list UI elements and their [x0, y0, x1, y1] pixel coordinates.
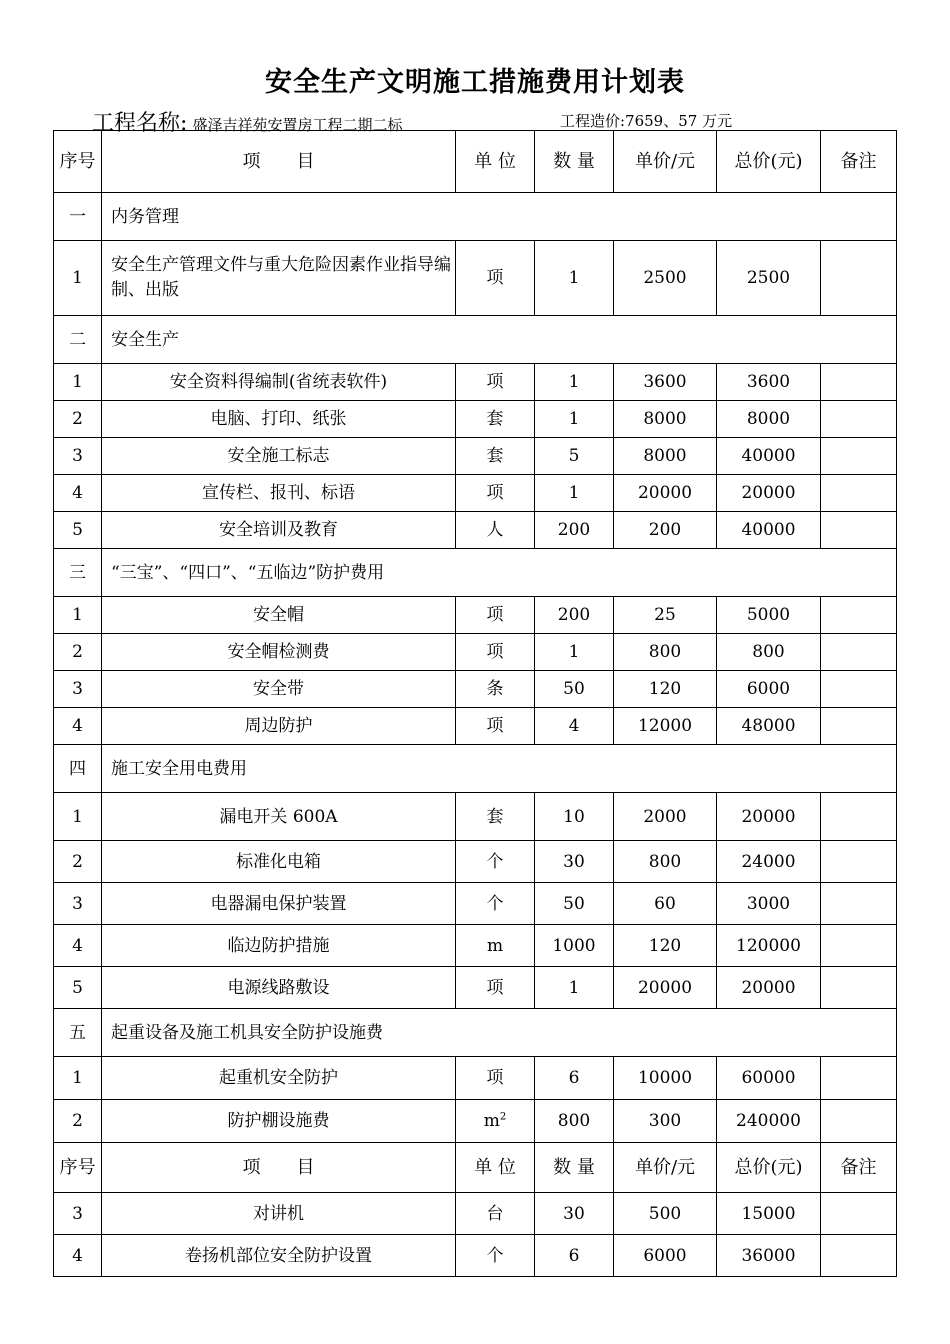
- row-remark: [821, 241, 897, 316]
- row-item: 卷扬机部位安全防护设置: [102, 1235, 456, 1277]
- row-total: 20000: [717, 793, 821, 841]
- page-title: 安全生产文明施工措施费用计划表: [265, 67, 685, 98]
- row-no: 3: [54, 1193, 102, 1235]
- row-unit-text: 项: [486, 642, 504, 662]
- table-row: [54, 1057, 897, 1100]
- header-item: 项 目: [102, 1143, 456, 1193]
- row-item: 防护棚设施费: [102, 1100, 456, 1143]
- row-no: 1: [54, 364, 102, 401]
- row-total: 6000: [717, 671, 821, 708]
- row-unit-text: 项: [486, 605, 504, 625]
- header-no: 序号: [54, 1143, 102, 1193]
- row-unit: [456, 241, 535, 316]
- row-item: 对讲机: [102, 1193, 456, 1235]
- section-row: [54, 316, 897, 364]
- row-qty: 1: [535, 364, 614, 401]
- row-total: 3600: [717, 364, 821, 401]
- row-item: 宣传栏、报刊、标语: [102, 475, 456, 512]
- table-header-row: [54, 1143, 897, 1193]
- row-unit: [456, 883, 535, 925]
- row-qty: 1: [535, 634, 614, 671]
- row-no: 1: [54, 793, 102, 841]
- row-price: 6000: [614, 1235, 717, 1277]
- row-unit: [456, 438, 535, 475]
- table-row: [54, 1193, 897, 1235]
- row-qty: 50: [535, 883, 614, 925]
- row-item: 漏电开关 600A: [102, 793, 456, 841]
- table-header-row: [54, 131, 897, 193]
- row-no: 2: [54, 634, 102, 671]
- row-unit: [456, 364, 535, 401]
- header-total: 总价(元): [717, 1143, 821, 1193]
- row-unit: [456, 634, 535, 671]
- row-qty: 1: [535, 401, 614, 438]
- row-price: 25: [614, 597, 717, 634]
- row-unit-text: 项: [486, 716, 504, 736]
- row-unit-text: 个: [486, 893, 504, 914]
- row-unit-text: 项: [486, 372, 504, 392]
- row-price: 3600: [614, 364, 717, 401]
- row-no: 3: [54, 438, 102, 475]
- row-no: 4: [54, 925, 102, 967]
- row-total: 3000: [717, 883, 821, 925]
- section-row: [54, 193, 897, 241]
- table-row: [54, 512, 897, 549]
- row-item: 临边防护措施: [102, 925, 456, 967]
- row-total: 20000: [717, 475, 821, 512]
- row-no: 3: [54, 883, 102, 925]
- row-unit: [456, 1235, 535, 1277]
- row-total: 2500: [717, 241, 821, 316]
- table-row: [54, 438, 897, 475]
- row-unit: [456, 1100, 535, 1143]
- header-price: 单价/元: [614, 1143, 717, 1193]
- row-total: 15000: [717, 1193, 821, 1235]
- header-total: 总价(元): [717, 131, 821, 193]
- row-qty: 1000: [535, 925, 614, 967]
- row-remark: [821, 512, 897, 549]
- row-unit-text: 项: [486, 977, 504, 998]
- row-unit: [456, 925, 535, 967]
- row-qty: 1: [535, 967, 614, 1009]
- row-qty: 800: [535, 1100, 614, 1143]
- section-title: 起重设备及施工机具安全防护设施费: [102, 1009, 897, 1057]
- row-item: 安全生产管理文件与重大危险因素作业指导编制、出版: [102, 241, 456, 316]
- table-row: [54, 925, 897, 967]
- row-qty: 50: [535, 671, 614, 708]
- row-price: 10000: [614, 1057, 717, 1100]
- row-remark: [821, 364, 897, 401]
- row-no: 4: [54, 708, 102, 745]
- row-item: 电器漏电保护装置: [102, 883, 456, 925]
- row-no: 1: [54, 597, 102, 634]
- header-qty: 数 量: [535, 1143, 614, 1193]
- row-total: 800: [717, 634, 821, 671]
- row-qty: 30: [535, 841, 614, 883]
- row-remark: [821, 1100, 897, 1143]
- row-no: 3: [54, 671, 102, 708]
- row-item: 周边防护: [102, 708, 456, 745]
- header-price: 单价/元: [614, 131, 717, 193]
- row-price: 800: [614, 841, 717, 883]
- row-no: 2: [54, 1100, 102, 1143]
- row-unit: [456, 1057, 535, 1100]
- row-item: 安全资料得编制(省统表软件): [102, 364, 456, 401]
- section-title: 内务管理: [102, 193, 897, 241]
- header-unit: 单 位: [456, 1143, 535, 1193]
- row-remark: [821, 475, 897, 512]
- row-remark: [821, 634, 897, 671]
- row-remark: [821, 967, 897, 1009]
- table-row: [54, 1235, 897, 1277]
- table-row: [54, 364, 897, 401]
- row-qty: 200: [535, 597, 614, 634]
- project-cost: 工程造价:7659、57 万元: [560, 112, 733, 130]
- row-unit-text: m: [486, 935, 504, 956]
- row-remark: [821, 1057, 897, 1100]
- row-total: 5000: [717, 597, 821, 634]
- row-unit: [456, 512, 535, 549]
- table-row: [54, 841, 897, 883]
- row-item: 安全帽: [102, 597, 456, 634]
- section-row: [54, 1009, 897, 1057]
- row-unit-text: 项: [486, 1068, 504, 1088]
- row-unit-text: 个: [486, 851, 504, 872]
- row-price: 2500: [614, 241, 717, 316]
- row-no: 5: [54, 512, 102, 549]
- row-no: 1: [54, 1057, 102, 1100]
- row-unit: [456, 967, 535, 1009]
- row-total: 24000: [717, 841, 821, 883]
- section-no: 三: [54, 549, 102, 597]
- row-no: 5: [54, 967, 102, 1009]
- row-price: 120: [614, 925, 717, 967]
- row-remark: [821, 401, 897, 438]
- row-qty: 6: [535, 1235, 614, 1277]
- row-price: 8000: [614, 401, 717, 438]
- row-price: 8000: [614, 438, 717, 475]
- row-remark: [821, 597, 897, 634]
- table-row: [54, 634, 897, 671]
- row-price: 800: [614, 634, 717, 671]
- row-unit-text: 套: [486, 446, 504, 466]
- row-remark: [821, 793, 897, 841]
- row-qty: 6: [535, 1057, 614, 1100]
- row-qty: 4: [535, 708, 614, 745]
- row-unit-text: 套: [486, 409, 504, 429]
- table-row: [54, 793, 897, 841]
- row-total: 40000: [717, 438, 821, 475]
- project-name-value: 盛泽吉祥苑安置房工程二期二标: [192, 116, 403, 134]
- row-unit: [456, 671, 535, 708]
- header-qty: 数 量: [535, 131, 614, 193]
- header-item: 项 目: [102, 131, 456, 193]
- row-unit-text: 条: [486, 679, 504, 699]
- row-remark: [821, 671, 897, 708]
- row-remark: [821, 1235, 897, 1277]
- header-unit: 单 位: [456, 131, 535, 193]
- row-qty: 10: [535, 793, 614, 841]
- table-row: [54, 241, 897, 316]
- row-qty: 30: [535, 1193, 614, 1235]
- row-price: 500: [614, 1193, 717, 1235]
- row-total: 60000: [717, 1057, 821, 1100]
- row-remark: [821, 1193, 897, 1235]
- row-total: 8000: [717, 401, 821, 438]
- section-no: 四: [54, 745, 102, 793]
- row-price: 12000: [614, 708, 717, 745]
- row-total: 48000: [717, 708, 821, 745]
- row-price: 20000: [614, 967, 717, 1009]
- row-qty: 1: [535, 241, 614, 316]
- row-price: 200: [614, 512, 717, 549]
- row-unit: [456, 475, 535, 512]
- row-qty: 5: [535, 438, 614, 475]
- row-item: 安全培训及教育: [102, 512, 456, 549]
- row-no: 2: [54, 841, 102, 883]
- row-remark: [821, 883, 897, 925]
- row-no: 4: [54, 475, 102, 512]
- header-remark: 备注: [821, 1143, 897, 1193]
- row-no: 4: [54, 1235, 102, 1277]
- table-row: [54, 883, 897, 925]
- row-unit: [456, 401, 535, 438]
- section-no: 五: [54, 1009, 102, 1057]
- row-remark: [821, 438, 897, 475]
- row-unit-text: 台: [486, 1203, 504, 1224]
- row-item: 安全带: [102, 671, 456, 708]
- row-item: 起重机安全防护: [102, 1057, 456, 1100]
- row-total: 20000: [717, 967, 821, 1009]
- section-row: [54, 745, 897, 793]
- row-qty: 200: [535, 512, 614, 549]
- project-name-line: [92, 106, 403, 136]
- row-unit: [456, 793, 535, 841]
- row-price: 300: [614, 1100, 717, 1143]
- row-unit-text: 人: [486, 520, 504, 540]
- cost-plan-table: [53, 130, 897, 1277]
- row-price: 60: [614, 883, 717, 925]
- row-unit-text: m: [483, 1111, 500, 1131]
- table-row: [54, 401, 897, 438]
- project-name-label: 工程名称:: [92, 111, 188, 136]
- row-item: 安全帽检测费: [102, 634, 456, 671]
- row-unit-text: 个: [486, 1245, 504, 1266]
- unit-superscript: 2: [499, 1111, 507, 1123]
- section-title: “三宝”、“四口”、“五临边”防护费用: [102, 549, 897, 597]
- row-unit-text: 项: [486, 268, 504, 288]
- table-row: [54, 1100, 897, 1143]
- row-item: 安全施工标志: [102, 438, 456, 475]
- row-unit: [456, 708, 535, 745]
- row-item: 标准化电箱: [102, 841, 456, 883]
- row-qty: 1: [535, 475, 614, 512]
- section-no: 一: [54, 193, 102, 241]
- row-item: 电脑、打印、纸张: [102, 401, 456, 438]
- row-total: 40000: [717, 512, 821, 549]
- row-unit: [456, 841, 535, 883]
- section-title: 安全生产: [102, 316, 897, 364]
- section-no: 二: [54, 316, 102, 364]
- row-total: 120000: [717, 925, 821, 967]
- table-row: [54, 597, 897, 634]
- table-row: [54, 475, 897, 512]
- row-price: 120: [614, 671, 717, 708]
- row-remark: [821, 841, 897, 883]
- header-no: 序号: [54, 131, 102, 193]
- header-remark: 备注: [821, 131, 897, 193]
- row-no: 1: [54, 241, 102, 316]
- row-item: 电源线路敷设: [102, 967, 456, 1009]
- row-total: 36000: [717, 1235, 821, 1277]
- row-unit: [456, 597, 535, 634]
- table-row: [54, 708, 897, 745]
- table-row: [54, 967, 897, 1009]
- row-price: 20000: [614, 475, 717, 512]
- row-unit-text: 项: [486, 483, 504, 503]
- row-remark: [821, 708, 897, 745]
- row-total: 240000: [717, 1100, 821, 1143]
- table-row: [54, 671, 897, 708]
- section-title: 施工安全用电费用: [102, 745, 897, 793]
- row-no: 2: [54, 401, 102, 438]
- section-row: [54, 549, 897, 597]
- row-remark: [821, 925, 897, 967]
- row-unit-text: 套: [486, 806, 504, 827]
- row-unit: [456, 1193, 535, 1235]
- row-price: 2000: [614, 793, 717, 841]
